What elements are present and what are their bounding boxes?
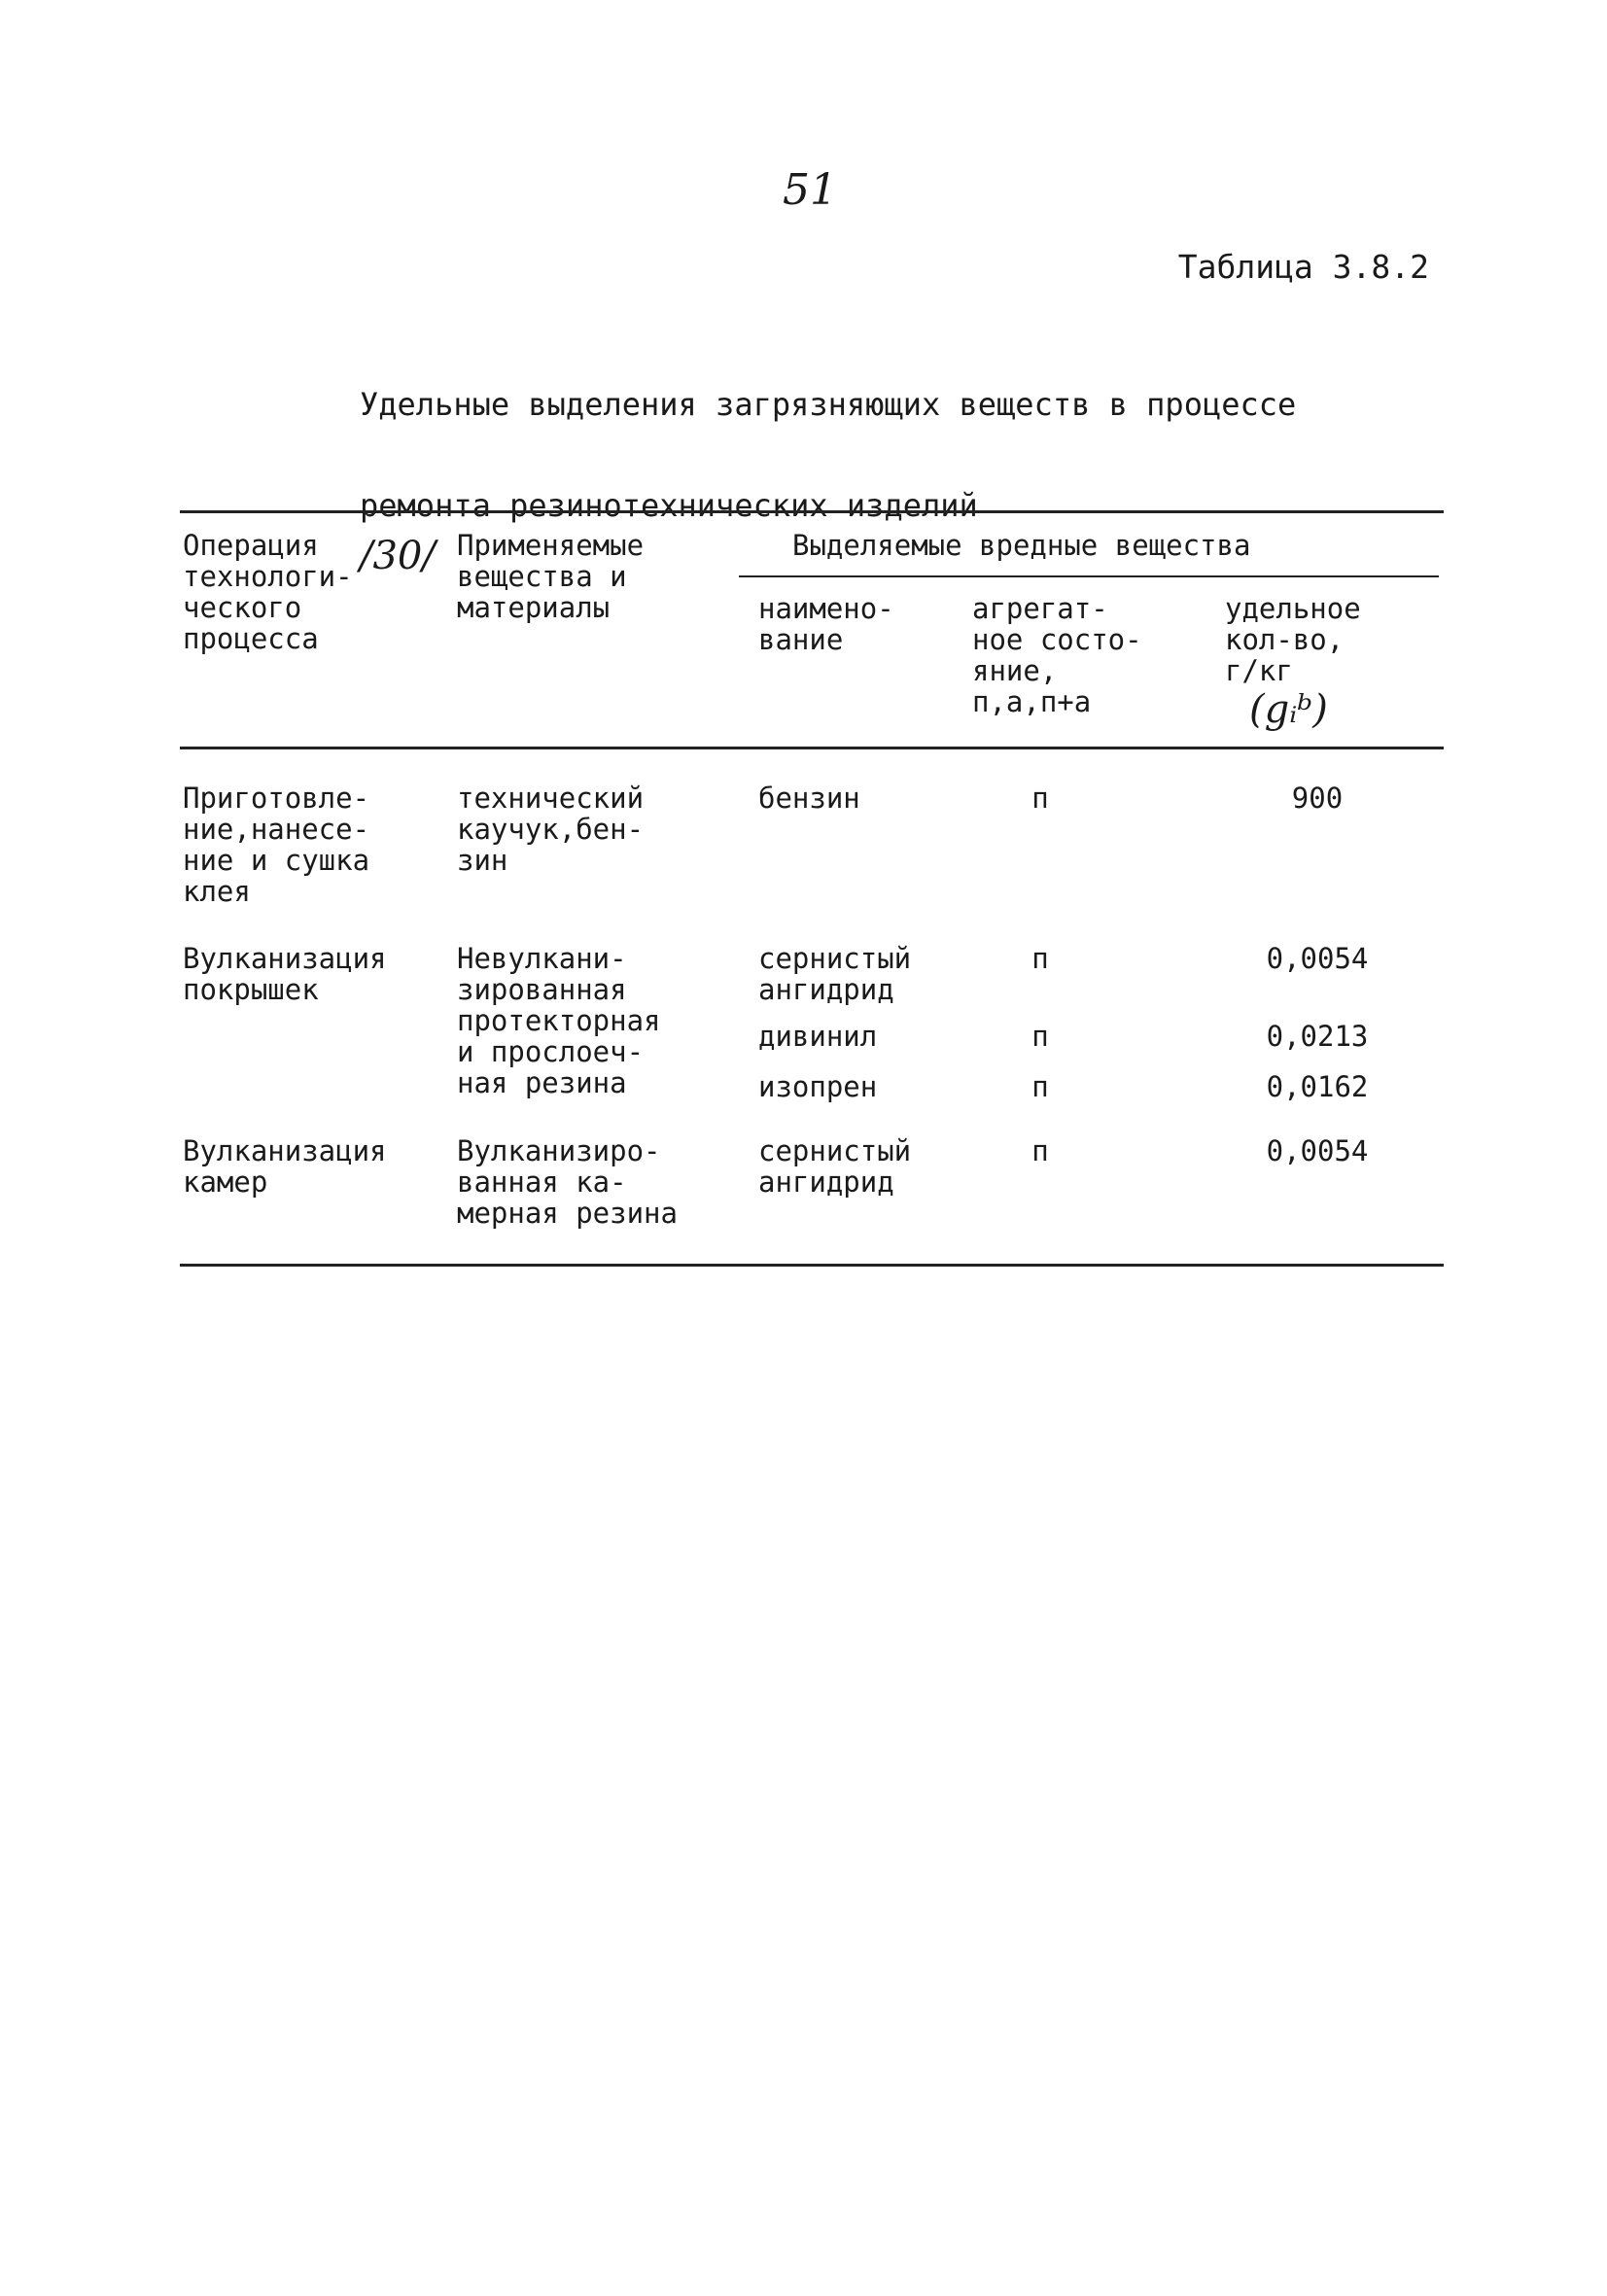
row-2-substance-2-name: дивинил [758,1020,878,1053]
row-1-substance-1-state: п [1031,782,1049,815]
table-bottom-rule [180,1264,1444,1267]
header-materials: Применяемые вещества и материалы [457,529,645,624]
row-3-substance-1-state: п [1031,1134,1049,1167]
row-2-substance-3-name: изопрен [758,1070,878,1103]
row-2-substance-3-amount: 0,0162 [1266,1070,1369,1103]
page-number: 51 [783,165,837,215]
row-2-substance-1-state: п [1031,942,1049,975]
row-2-operation: Вулканизация покрышек [183,942,387,1006]
header-operation: Операция технологи- ческого процесса [183,529,353,655]
table-top-rule [180,510,1444,513]
group-header-rule [739,575,1439,577]
header-substances-group: Выделяемые вредные вещества [792,529,1251,562]
row-1-substance-1-amount: 900 [1291,782,1344,815]
row-3-substance-1-amount: 0,0054 [1266,1134,1369,1167]
row-2-substance-1-amount: 0,0054 [1266,942,1369,975]
row-3-operation: Вулканизация камер [183,1134,387,1199]
row-1-operation: Приготовле- ние,нанесе- ние и сушка клея [183,782,370,908]
row-1-substance-1-name: бензин [758,782,860,815]
header-bottom-rule [180,747,1444,749]
header-name: наимено- вание [758,592,894,656]
row-2-substance-1-name: сернистый ангидрид [758,942,912,1006]
header-state: агрегат- ное состо- яние, п,а,п+а [972,592,1142,718]
row-2-substance-2-amount: 0,0213 [1266,1020,1369,1053]
row-3-materials: Вулканизиро- ванная ка- мерная резина [457,1134,678,1230]
row-3-substance-1-name: сернистый ангидрид [758,1134,912,1199]
row-2-substance-3-state: п [1031,1070,1049,1103]
table-label: Таблица 3.8.2 [1177,248,1429,286]
row-2-materials: Невулкани- зированная протекторная и прослоеч- ная резина [457,942,661,1099]
header-amount: удельное кол-во, г/кг [1225,592,1361,687]
title-line-1: Удельные выделения загрязняющих веществ в процессе [360,386,1297,423]
header-amount-symbol: (gᵢᵇ) [1249,687,1328,732]
row-2-substance-2-state: п [1031,1020,1049,1053]
row-1-materials: технический каучук,бен- зин [457,782,645,877]
title-reference: /30/ [360,534,436,578]
title-line-2: ремонта резинотехнических изделий [360,487,978,524]
